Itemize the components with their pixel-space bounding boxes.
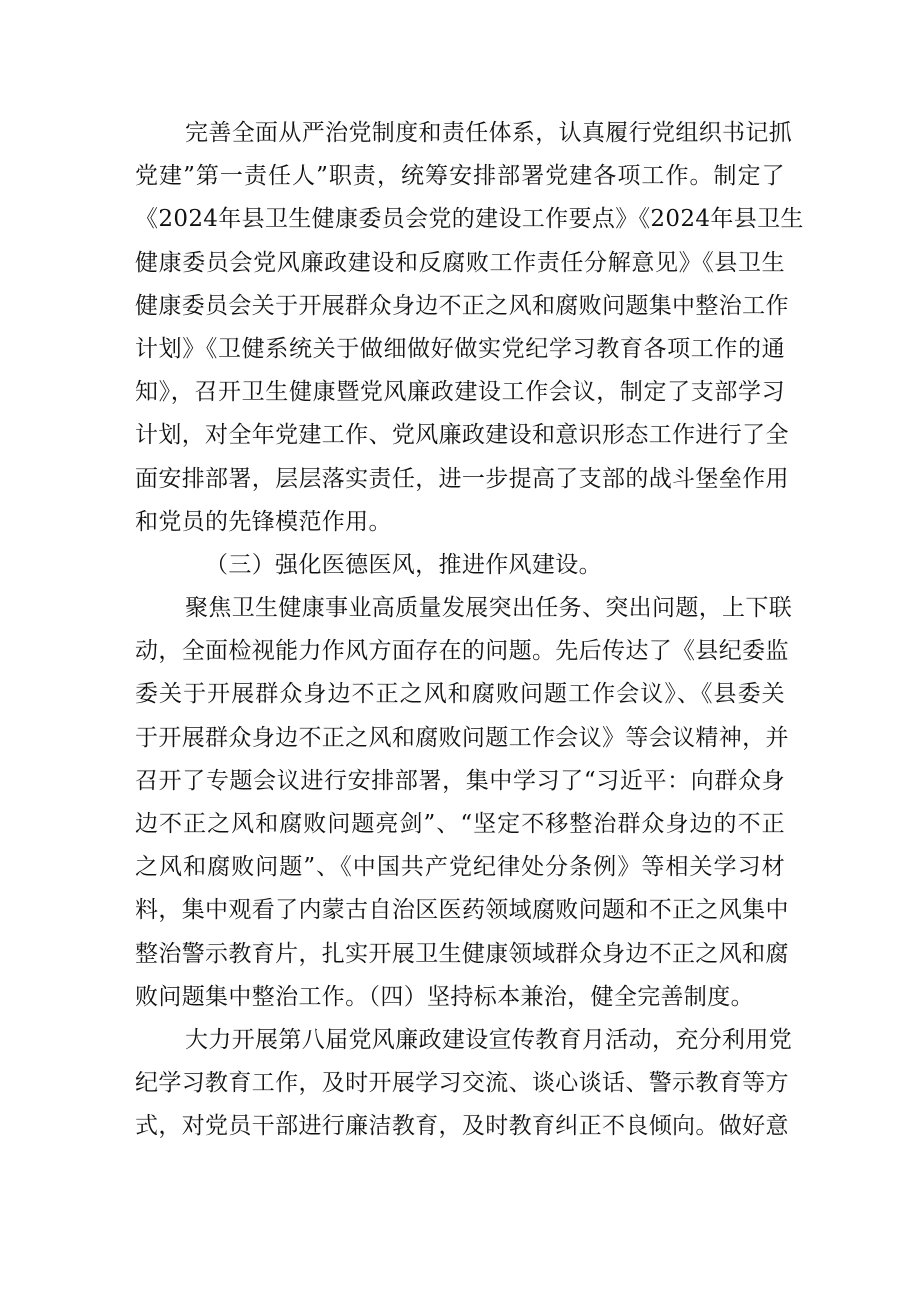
text-line: 和党员的先锋模范作用。 bbox=[135, 508, 392, 535]
text-line: 党建”第一责任人”职责，统筹安排部署党建各项工作。制定了 bbox=[135, 163, 785, 190]
text-line: 之风和腐败问题”、《中国共产党纪律处分条例》等相关学习材 bbox=[135, 854, 785, 881]
text-line: 败问题集中整治工作。（四）坚持标本兼治，健全完善制度。 bbox=[135, 983, 754, 1010]
text-line: 知》，召开卫生健康暨党风廉政建设工作会议，制定了支部学习 bbox=[135, 379, 785, 406]
text-line: 大力开展第八届党风廉政建设宣传教育月活动，充分利用党 bbox=[185, 1026, 793, 1053]
text-line: 计划》《卫健系统关于做细做好做实党纪学习教育各项工作的通 bbox=[135, 335, 785, 362]
text-line: 边不正之风和腐败问题亮剑”、“坚定不移整治群众身边的不正 bbox=[135, 811, 785, 837]
text-line: 召开了专题会议进行安排部署，集中学习了“习近平：向群众身 bbox=[135, 767, 785, 794]
document-body bbox=[135, 112, 804, 1149]
text-line: 式，对党员干部进行廉洁教育，及时教育纠正不良倾向。做好意 bbox=[135, 1113, 789, 1140]
text-line: 健康委员会党风廉政建设和反腐败工作责任分解意见》《县卫生 bbox=[135, 249, 785, 276]
text-line: 聚焦卫生健康事业高质量发展突出任务、突出问题，上下联 bbox=[185, 595, 793, 622]
text-line: 计划，对全年党建工作、党风廉政建设和意识形态工作进行了全 bbox=[135, 422, 789, 449]
text-line: 动，全面检视能力作风方面存在的问题。先后传达了《县纪委监 bbox=[135, 638, 789, 665]
text-line: 纪学习教育工作，及时开展学习交流、谈心谈话、警示教育等方 bbox=[135, 1070, 789, 1097]
text-line: 料，集中观看了内蒙古自治区医药领域腐败问题和不正之风集中 bbox=[135, 897, 789, 924]
text-line: 整治警示教育片，扎实开展卫生健康领域群众身边不正之风和腐 bbox=[135, 940, 789, 967]
text-line: 于开展群众身边不正之风和腐败问题工作会议》等会议精神，并 bbox=[135, 724, 789, 751]
text-line: 面安排部署，层层落实责任，进一步提高了支部的战斗堡垒作用 bbox=[135, 465, 789, 492]
section-heading: （三）强化医德医风，推进作风建设。 bbox=[205, 551, 602, 578]
text-line: 委关于开展群众身边不正之风和腐败问题工作会议》、《县委关 bbox=[135, 681, 785, 708]
text-line: 《2024年县卫生健康委员会党的建设工作要点》《2024年县卫生 bbox=[135, 206, 804, 233]
text-line: 健康委员会关于开展群众身边不正之风和腐败问题集中整治工作 bbox=[135, 292, 789, 319]
text-line: 完善全面从严治党制度和责任体系，认真履行党组织书记抓 bbox=[185, 120, 793, 146]
